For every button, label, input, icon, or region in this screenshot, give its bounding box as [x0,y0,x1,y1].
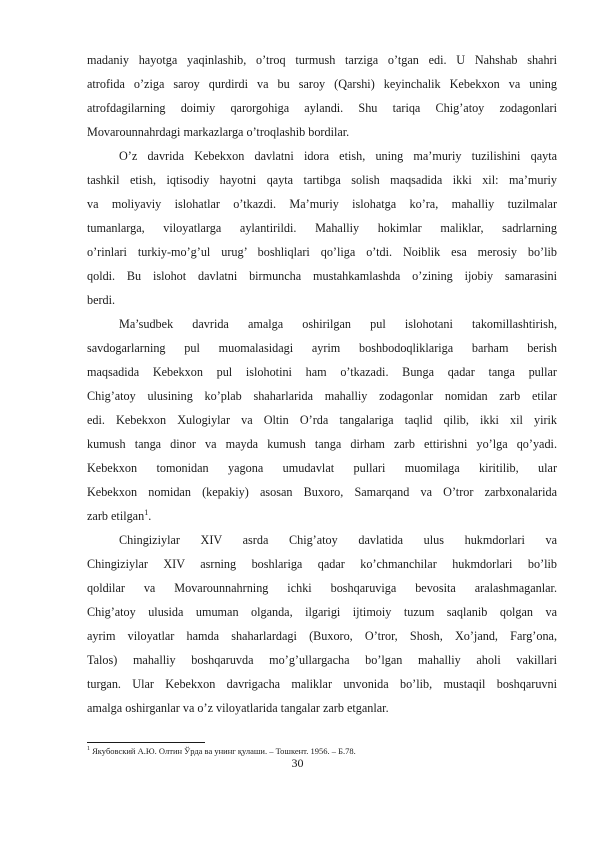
paragraph-1 [87,48,557,144]
text-line: maqsadida Kebekxon pul islohotini ham o’tkazadi. Bunga qadar tanga pullar [87,365,557,379]
footnote-reference[interactable]: 1 [144,507,149,517]
text-line: Chingiziylar XIV asrning boshlariga qadar ko’chmanchilar hukmdorlari bo’lib [87,557,557,571]
text-line: Kebekxon tomonidan yagona umudavlat pullari muomilaga kiritilib, ular [87,461,557,475]
paragraph-4 [87,528,557,720]
text-line: atrofida o’ziga saroy qurdirdi va bu saroy (Qarshi) keyinchalik Kebekxon va uning [87,77,557,91]
text-line: Movarounnahrdagi markazlarga o’troqlashib bordilar. [87,125,350,139]
text-line: qoldi. Bu islohot davlatni birmuncha mustahkamlashda o’zining ijobiy samarasini [87,269,557,283]
text-line: kumush tanga dinor va mayda kumush tanga dirham zarb ettirishni yo’lga qo’yadi. [87,437,557,451]
text-line: Talos) mahalliy boshqaruvda mo’g’ullargacha bo’lgan mahalliy aholi vakillari [87,653,557,667]
footnote-marker: 1 [87,746,90,753]
text-line: tashkil etish, iqtisodiy hayotni qayta tartibga solish maqsadida ikki xil: ma’muriy [87,173,557,187]
text-line: Ma’sudbek davrida amalga oshirilgan pul islohotani takomillashtirish, [119,317,557,331]
text-line: madaniy hayotga yaqinlashib, o’troq turmush tarziga o’tgan edi. U Nahshab shahri [87,53,557,67]
text-line: qoldilar va Movarounnahrning ichki boshqaruviga bevosita aralashmaganlar. [87,581,557,595]
text-line: edi. Kebekxon Xulogiylar va Oltin O’rda tangalariga taqlid qilib, ikki xil yirik [87,413,557,427]
text-line: ayrim viloyatlar hamda shaharlardagi (Buxoro, O’tror, Shosh, Xo’jand, Farg’ona, [87,629,557,643]
text-line: Kebekxon nomidan (kepakiy) asosan Buxoro, Samarqand va O’tror zarbxonalarida [87,485,557,499]
text-line: atrofdagilarning doimiy qarorgohiga aylandi. Shu tariqa Chig’atoy zodagonlari [87,101,557,115]
text-line: turgan. Ular Kebekxon davrigacha maliklar unvonida bo’lib, mustaqil boshqaruvni [87,677,557,691]
text-line: savdogarlarning pul muomalasidagi ayrim boshbodoqliklariga barham berish [87,341,557,355]
text-line: va moliyaviy islohatlar o’tkazdi. Ma’muriy islohatga ko’ra, mahalliy tuzilmalar [87,197,557,211]
text-line: zarb etilgan$^1$. [87,507,152,523]
page-number: 30 [291,756,304,770]
text-line: Chig’atoy ulusida umuman olganda, ilgarigi ijtimoiy tuzum saqlanib qolgan va [87,605,557,619]
paragraph-2 [87,144,557,312]
text-line: Chig’atoy ulusining ko’plab shaharlarida mahalliy zodagonlar nomidan zarb etilar [87,389,557,403]
text-line: tumanlarga, viloyatlarga aylantirildi. Mahalliy hokimlar maliklar, sadrlarning [87,221,557,235]
document-body [87,48,557,720]
text-line: O’z davrida Kebekxon davlatni idora etish, uning ma’muriy tuzilishini qayta [119,149,557,163]
footnote-text: Якубовский А.Ю. Олтин Ўрда ва унинг қулаши. – Тошкент. 1956. – Б.78. [92,746,356,756]
text-line: amalga oshirganlar va o’z viloyatlarida tangalar zarb etganlar. [87,701,389,715]
text-line-content: zarb etilgan [87,509,145,523]
footnote-separator [87,742,205,743]
text-line: Chingiziylar XIV asrda Chig’atoy davlatida ulus hukmdorlari va [119,533,557,547]
text-line: berdi. [87,293,116,307]
text-line: o’rinlari turkiy-mo’g’ul urug’ boshliqlari qo’liga o’tdi. Noiblik esa merosiy bo’lib [87,245,557,259]
paragraph-3 [87,312,557,528]
